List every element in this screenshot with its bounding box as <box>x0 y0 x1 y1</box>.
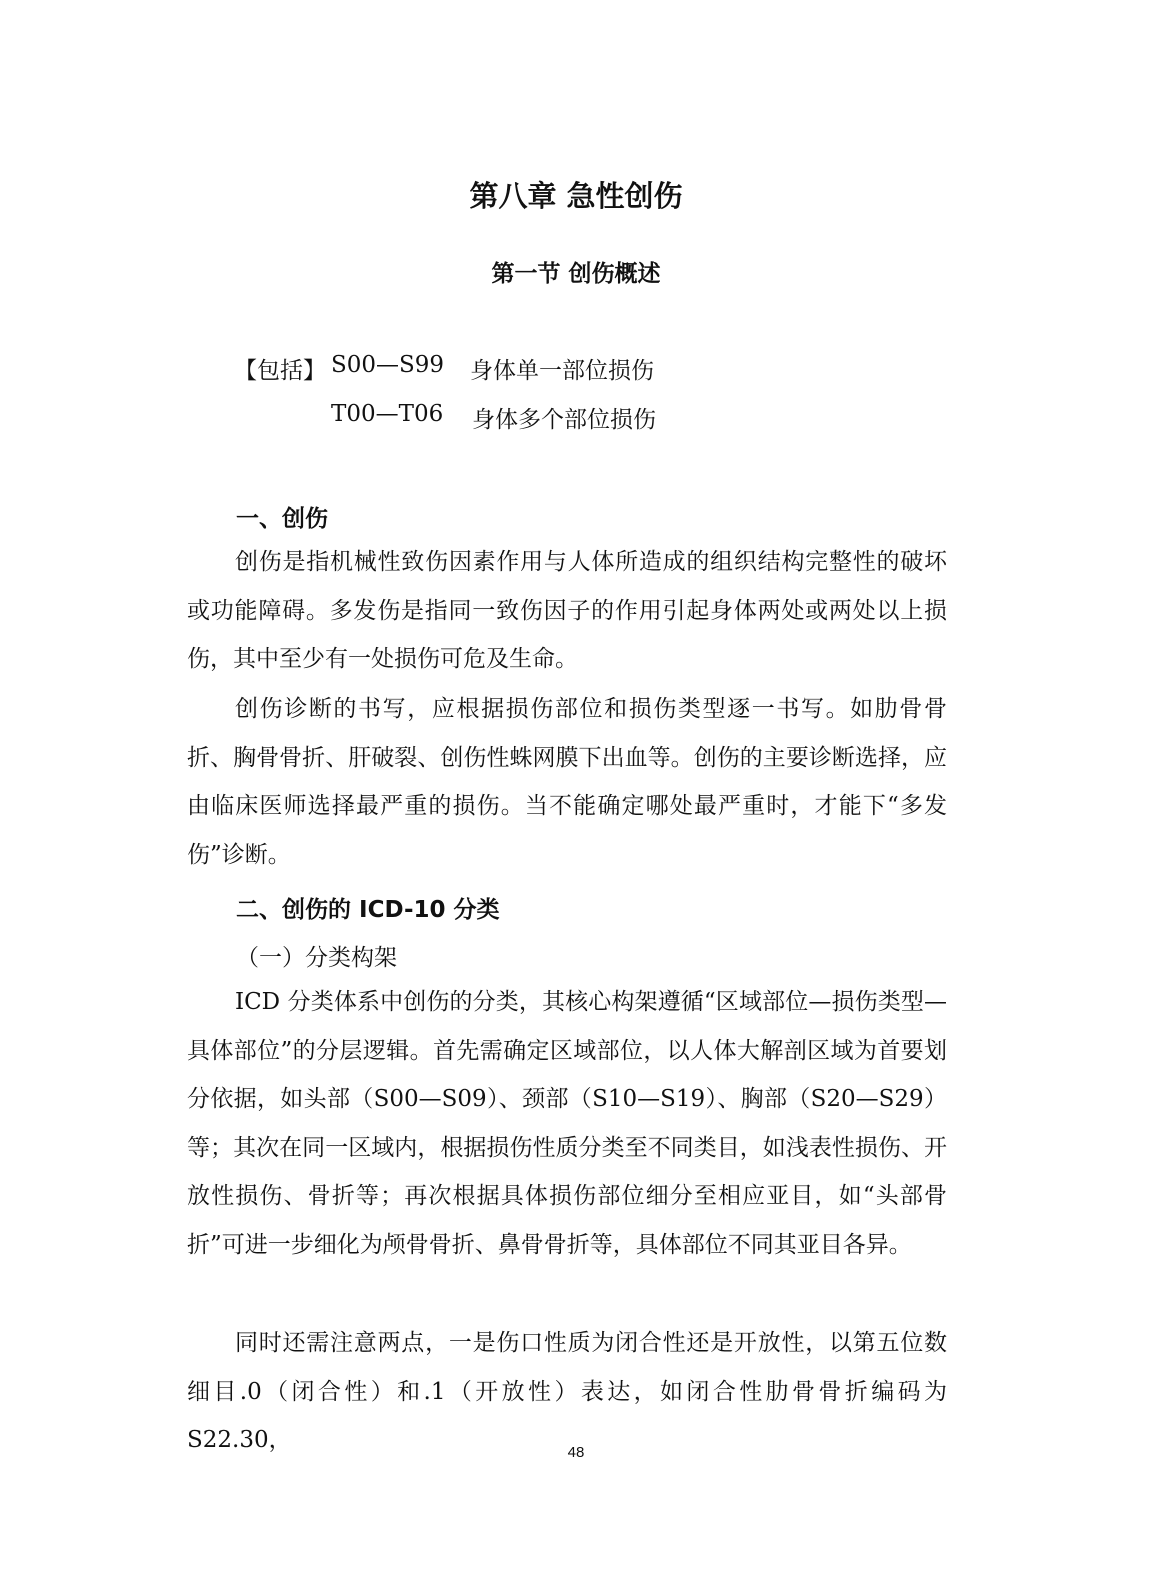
paragraph: 创伤诊断的书写，应根据损伤部位和损伤类型逐一书写。如肋骨骨折、胸骨骨折、肝破裂、创伤性蛛网膜下出血等。创伤的主要诊断选择，应由临床医师选择最严重的损伤。当不能确定哪处最严重时，才能下“多发伤”诊断。 <box>187 696 947 868</box>
paragraph: 同时还需注意两点，一是伤口性质为闭合性还是开放性，以第五位数细目.0（闭合性）和.1（开放性）表达，如闭合性肋骨骨折编码为 S22.30， <box>187 1330 947 1453</box>
heading-icd-classification: 二、创伤的 ICD-10 分类 <box>236 897 500 923</box>
heading-trauma: 一、创伤 <box>236 506 328 532</box>
section-title: 第一节 创伤概述 <box>491 261 661 287</box>
paragraph: ICD 分类体系中创伤的分类，其核心构架遵循“区域部位—损伤类型—具体部位”的分层逻辑。首先需确定区域部位，以人体大解剖区域为首要划分依据，如头部（S00—S09）、颈部（S10—S19）、胸部（S20—S29）等；其次在同一区域内，根据损伤性质分类至不同类目，如浅表性损伤、开放性损伤、骨折等；再次根据具体损伤部位细分至相应亚目，如“头部骨折”可进一步细化为颅骨骨折、鼻骨骨折等，具体部位不同其亚目各异。 <box>187 989 947 1258</box>
inclusion-label: 【包括】 <box>234 358 326 384</box>
inclusion-row <box>331 401 731 431</box>
subheading-framework: （一）分类构架 <box>236 945 397 971</box>
inclusion-row <box>331 352 731 382</box>
inclusion-desc: 身体单一部位损伤 <box>470 358 654 384</box>
page-number: 48 <box>567 1444 585 1461</box>
inclusion-code: S00—S99 <box>331 352 445 378</box>
paragraph: 创伤是指机械性致伤因素作用与人体所造成的组织结构完整性的破坏或功能障碍。多发伤是指同一致伤因子的作用引起身体两处或两处以上损伤，其中至少有一处损伤可危及生命。 <box>187 549 947 672</box>
chapter-title: 第八章 急性创伤 <box>469 179 683 213</box>
inclusion-desc: 身体多个部位损伤 <box>472 407 656 433</box>
inclusion-code: T00—T06 <box>331 401 444 427</box>
